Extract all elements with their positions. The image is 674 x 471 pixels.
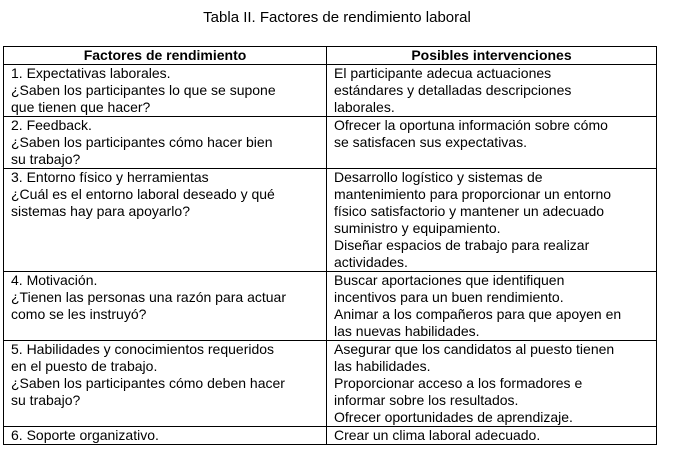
cell-text-line: ¿Saben los participantes cómo hacer bien [11,134,273,150]
cell-text-line: en el puesto de trabajo. [11,358,158,374]
cell-text-line: como se les instruyó? [11,306,147,322]
cell-text-line: Asegurar que los candidatos al puesto tienen [334,341,615,357]
intervention-cell [327,169,657,272]
cell-text-line: sistemas hay para apoyarlo? [11,203,190,219]
factor-cell [4,65,327,117]
cell-text-line: ¿Saben los participantes cómo deben hacer [11,375,285,391]
factor-cell [4,272,327,341]
intervention-cell [327,272,657,341]
intervention-cell [327,117,657,169]
cell-text-line: Animar a los compañeros para que apoyen en [334,306,622,322]
cell-text-line: 1. Expectativas laborales. [11,65,171,81]
cell-text-line: 3. Entorno físico y herramientas [11,169,209,185]
table-row [4,117,657,169]
cell-text-line: Proporcionar acceso a los formadores e [334,375,583,391]
column-header-interventions: Posibles intervenciones [327,47,657,65]
cell-text-line: laborales. [334,99,395,115]
table-row [4,272,657,341]
cell-text-line: 5. Habilidades y conocimientos requeridos [11,341,275,357]
cell-text-line: mantenimiento para proporcionar un entorno [334,186,612,202]
cell-text-line: informar sobre los resultados. [334,392,519,408]
factor-cell [4,117,327,169]
cell-text-line: Buscar aportaciones que identifiquen [334,272,565,288]
cell-text-line: ¿Tienen las personas una razón para actuar [11,289,286,305]
cell-text-line: 4. Motivación. [11,272,98,288]
cell-text-line: se satisfacen sus expectativas. [334,134,527,150]
table-row [4,427,657,445]
cell-text-line: físico satisfactorio y mantener un adecuado [334,203,605,219]
intervention-cell [327,427,657,445]
cell-text-line: Diseñar espacios de trabajo para realizar [334,237,590,253]
cell-text-line: actividades. [334,254,408,270]
performance-factors-table [3,46,657,445]
table-row [4,341,657,427]
cell-text-line: que tienen que hacer? [11,99,151,115]
intervention-cell [327,65,657,117]
factor-cell [4,341,327,427]
table-row [4,65,657,117]
cell-text-line: estándares y detalladas descripciones [334,82,572,98]
table-header-row [4,47,657,65]
intervention-cell [327,341,657,427]
cell-text-line: Ofrecer la oportuna información sobre cómo [334,117,608,133]
cell-text-line: incentivos para un buen rendimiento. [334,289,564,305]
cell-text-line: 6. Soporte organizativo. [11,427,159,443]
cell-text-line: suministro y equipamiento. [334,220,501,236]
factor-cell [4,169,327,272]
cell-text-line: ¿Cuál es el entorno laboral deseado y qué [11,186,275,202]
cell-text-line: Ofrecer oportunidades de aprendizaje. [334,409,573,425]
cell-text-line: El participante adecua actuaciones [334,65,552,81]
column-header-factors: Factores de rendimiento [4,47,327,65]
cell-text-line: 2. Feedback. [11,117,92,133]
cell-text-line: su trabajo? [11,392,81,408]
cell-text-line: ¿Saben los participantes lo que se supone [11,82,276,98]
cell-text-line: su trabajo? [11,151,81,167]
cell-text-line: Desarrollo logístico y sistemas de [334,169,543,185]
cell-text-line: las nuevas habilidades. [334,323,480,339]
cell-text-line: las habilidades. [334,358,431,374]
cell-text-line: Crear un clima laboral adecuado. [334,427,541,443]
table-caption: Tabla II. Factores de rendimiento laboral [203,9,471,26]
factor-cell [4,427,327,445]
table-row [4,169,657,272]
